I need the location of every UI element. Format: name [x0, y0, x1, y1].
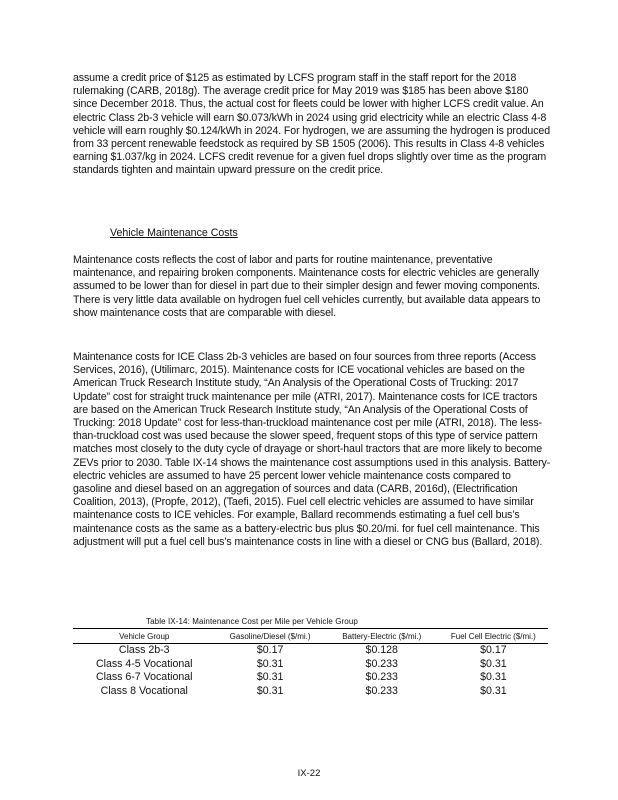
cell-gasoline-diesel: $0.31: [256, 657, 284, 670]
cell-battery-electric: $0.233: [365, 671, 398, 683]
cell-battery-electric: $0.233: [365, 684, 398, 697]
cell-vehicle-group: Class 6-7 Vocational: [95, 671, 193, 683]
column-header-gasoline-diesel: Gasoline/Diesel ($/mi.): [229, 632, 311, 641]
maintenance-cost-table: [73, 628, 548, 698]
cell-vehicle-group: Class 8 Vocational: [100, 684, 188, 697]
cell-vehicle-group: Class 2b-3: [118, 644, 170, 656]
paragraph-maintenance-sources: Maintenance costs for ICE Class 2b-3 vehicles are based on four sources from three reports (Access Services, 2016), (Utilimarc, 2015). Maintenance costs for ICE vocational vehicles are based on the American Truck Research Institute study, “An Analysis of the Operational Costs of Trucking: 2017 Update” cost for straight truck maintenance per mile (ATRI, 2017). Maintenance costs for ICE tractors are based on the American Truck Research Institute study, “An Analysis of the Operational Costs of Trucking: 2018 Update” cost for less-than-truckload maintenance cost per mile (ATRI, 2018). The less-than-truckload cost was used because the slower speed, frequent stops of this type of service pattern matches most closely to the duty cycle of drayage or short-haul tractors that are more likely to become ZEVs prior to 2030. Table IX-14 shows the maintenance cost assumptions used in this analysis. Battery-electric vehicles are assumed to have 25 percent lower vehicle maintenance costs compared to gasoline and diesel based on an aggregation of sources and data (CARB, 2016d), (Electrification Coalition, 2013), (Propfe, 2012), (Taefi, 2015). Fuel cell electric vehicles are assumed to have similar maintenance costs to ICE vehicles. For example, Ballard recommends estimating a fuel cell bus’s maintenance costs as the same as a battery-electric bus plus $0.20/mi. for fuel cell maintenance. This adjustment will put a fuel cell bus’s maintenance costs in line with a diesel or CNG bus (Ballard, 2018).: [73, 351, 551, 548]
column-header-battery-electric: Battery-Electric ($/mi.): [342, 632, 422, 641]
cell-fuel-cell-electric: $0.31: [480, 671, 507, 683]
cell-vehicle-group: Class 4-5 Vocational: [95, 657, 193, 670]
table-row: [73, 658, 548, 672]
cell-battery-electric: $0.128: [365, 644, 398, 656]
table-row: [73, 644, 548, 658]
table-header-row: [73, 629, 548, 644]
table-caption: Table IX-14: Maintenance Cost per Mile per Vehicle Group: [146, 617, 358, 626]
cell-gasoline-diesel: $0.17: [256, 644, 284, 656]
table-row: [73, 685, 548, 699]
cell-fuel-cell-electric: $0.17: [480, 644, 507, 656]
cell-gasoline-diesel: $0.31: [256, 684, 284, 697]
cell-battery-electric: $0.233: [365, 657, 398, 670]
paragraph-maintenance-intro: Maintenance costs reflects the cost of labor and parts for routine maintenance, preventative maintenance, and repairing broken components. Maintenance costs for electric vehicles are generally assumed to be lower than for diesel in part due to their simpler design and fewer moving components. There is very little data available on hydrogen fuel cell vehicles currently, but available data appears to show maintenance costs that are comparable with diesel.: [73, 254, 541, 319]
table-row: [73, 671, 548, 685]
cell-fuel-cell-electric: $0.31: [480, 657, 507, 670]
column-header-vehicle-group: Vehicle Group: [119, 632, 170, 641]
cell-fuel-cell-electric: $0.31: [480, 684, 507, 697]
cell-gasoline-diesel: $0.31: [256, 671, 284, 683]
paragraph-lcfs-credit: assume a credit price of $125 as estimated by LCFS program staff in the staff report for the 2018 rulemaking (CARB, 2018g). The average credit price for May 2019 was $185 has been above $180 since December 2018. Thus, the actual cost for fleets could be lower with higher LCFS credit value. An electric Class 2b-3 vehicle will earn $0.073/kWh in 2024 using grid electricity while an electric Class 4-8 vehicle will earn roughly $0.124/kWh in 2024. For hydrogen, we are assuming the hydrogen is produced from 33 percent renewable feedstock as required by SB 1505 (2006). This results in Class 4-8 vehicles earning $1.037/kg in 2024. LCFS credit revenue for a given fuel drops slightly over time as the program standards tighten and maintain upward pressure on the credit price.: [73, 72, 551, 177]
column-header-fuel-cell-electric: Fuel Cell Electric ($/mi.): [450, 632, 536, 641]
page-number: IX-22: [297, 768, 321, 779]
section-heading-maintenance: Vehicle Maintenance Costs: [110, 227, 238, 239]
